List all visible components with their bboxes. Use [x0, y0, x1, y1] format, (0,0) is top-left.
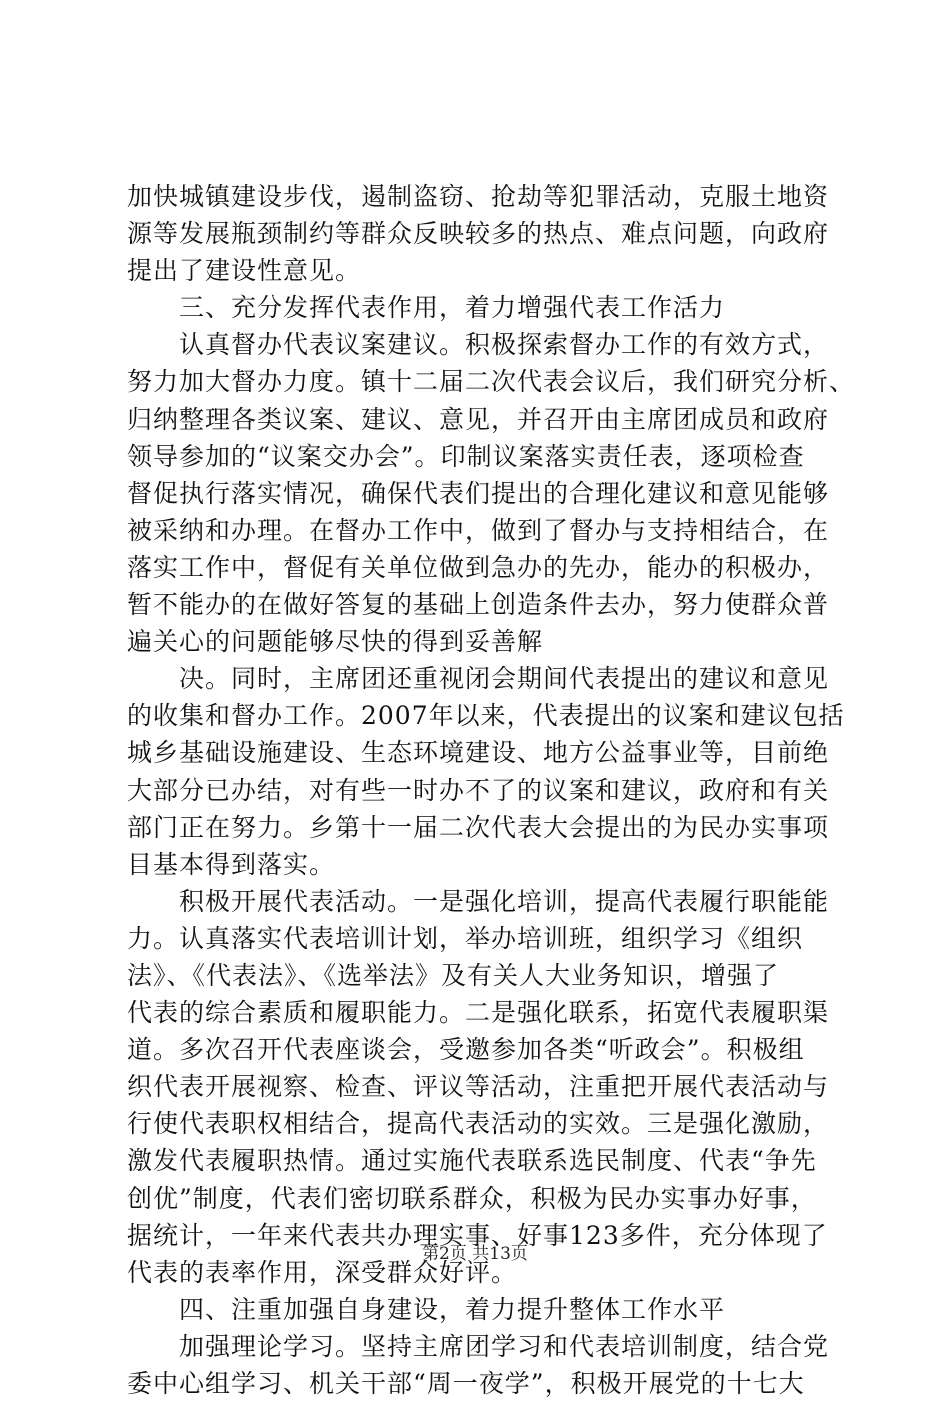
text-line: 认真督办代表议案建议。积极探索督办工作的有效方式， [127, 330, 830, 360]
text-line: 决。同时，主席团还重视闭会期间代表提出的建议和意见 [127, 664, 830, 694]
text-line: 激发代表履职热情。通过实施代表联系选民制度、代表“争先 [127, 1146, 817, 1176]
text-line: 提出了建设性意见。 [127, 256, 362, 286]
text-line: 法》、《代表法》、《选举法》及有关人大业务知识，增强了 [127, 960, 780, 990]
text-line: 归纳整理各类议案、建议、意见，并召开由主席团成员和政府 [127, 404, 830, 434]
text-line: 代表的综合素质和履职能力。二是强化联系，拓宽代表履职渠 [127, 998, 830, 1028]
text-line: 行使代表职权相结合，提高代表活动的实效。三是强化激励， [127, 1109, 830, 1139]
text-line: 落实工作中，督促有关单位做到急办的先办，能办的积极办， [127, 552, 830, 582]
text-line: 的收集和督办工作。2007年以来，代表提出的议案和建议包括 [127, 701, 845, 731]
text-line: 据统计，一年来代表共办理实事、好事123多件，充分体现了 [127, 1220, 828, 1250]
text-line: 代表的表率作用，深受群众好评。 [127, 1257, 518, 1287]
text-line: 努力加大督办力度。镇十二届二次代表会议后，我们研究分析、 [127, 367, 856, 397]
text-line: 委中心组学习、机关干部“周一夜学”，积极开展党的十七大 [127, 1369, 805, 1398]
page-footer: 第2页 共13页 [422, 1244, 528, 1264]
text-line: 暂不能办的在做好答复的基础上创造条件去办，努力使群众普 [127, 590, 830, 620]
text-line: 加强理论学习。坚持主席团学习和代表培训制度，结合党 [127, 1331, 830, 1361]
text-line: 三、充分发挥代表作用，着力增强代表工作活力 [127, 293, 726, 323]
text-line: 领导参加的“议案交办会”。印制议案落实责任表，逐项检查 [127, 441, 805, 471]
text-line: 目基本得到落实。 [127, 849, 336, 879]
text-line: 部门正在努力。乡第十一届二次代表大会提出的为民办实事项 [127, 812, 830, 842]
text-line: 四、注重加强自身建设，着力提升整体工作水平 [127, 1294, 726, 1324]
text-line: 织代表开展视察、检查、评议等活动，注重把开展代表活动与 [127, 1072, 830, 1102]
body-text [127, 178, 856, 1402]
text-line: 加快城镇建设步伐，遏制盗窃、抢劫等犯罪活动，克服土地资 [127, 182, 830, 211]
text-line: 道。多次召开代表座谈会，受邀参加各类“听政会”。积极组 [127, 1035, 805, 1065]
text-line: 遍关心的问题能够尽快的得到妥善解 [127, 627, 544, 657]
text-line: 创优”制度，代表们密切联系群众，积极为民办实事办好事， [127, 1183, 817, 1213]
text-line: 城乡基础设施建设、生态环境建设、地方公益事业等，目前绝 [127, 738, 830, 768]
text-line: 督促执行落实情况，确保代表们提出的合理化建议和意见能够 [127, 478, 830, 508]
text-line: 力。认真落实代表培训计划，举办培训班，组织学习《组织 [127, 923, 804, 953]
text-line: 大部分已办结，对有些一时办不了的议案和建议，政府和有关 [127, 775, 830, 805]
text-line: 积极开展代表活动。一是强化培训，提高代表履行职能能 [127, 886, 830, 916]
text-line: 源等发展瓶颈制约等群众反映较多的热点、难点问题，向政府 [127, 219, 830, 249]
text-line: 被采纳和办理。在督办工作中，做到了督办与支持相结合，在 [127, 515, 830, 545]
